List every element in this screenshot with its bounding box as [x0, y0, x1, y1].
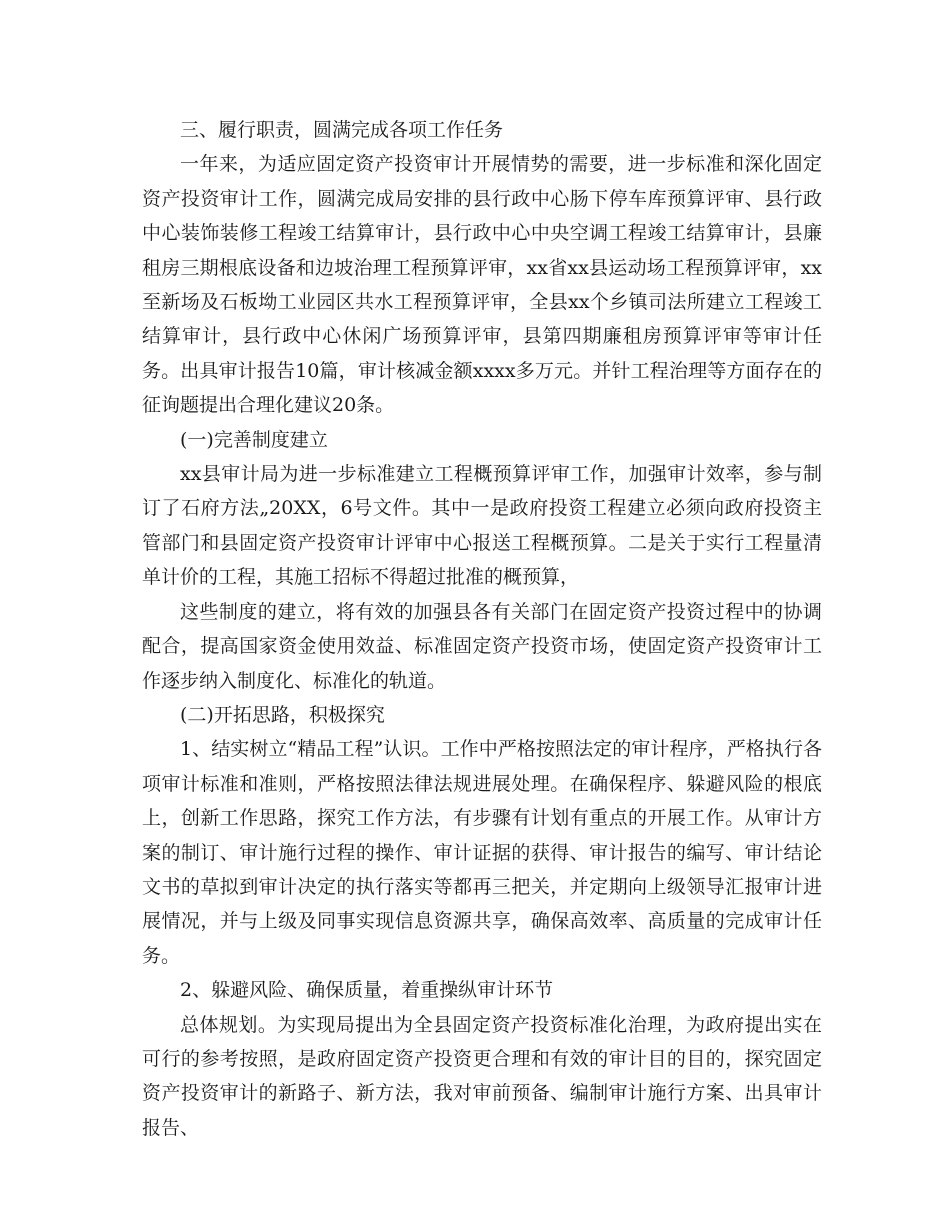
body-paragraph-annual-summary: 一年来，为适应固定资产投资审计开展情势的需要，进一步标准和深化固定资产投资审计工作，圆满完成局安排的县行政中心肠下停车库预算评审、县行政中心装饰装修工程竣工结算审计，县行政中心中央空调工程竣工结算审计，县廉租房三期根底设备和边坡治理工程预算评审，xx省xx县运动场工程预算评审，xx至新场及石板坳工业园区共水工程预算评审，全县xx个乡镇司法所建立工程竣工结算审计，县行政中心休闲广场预算评审，县第四期廉租房预算评审等审计任务。出具审计报告10篇，审计核减金额xxxx多万元。并针工程治理等方面存在的征询题提出合理化建议20条。 [142, 153, 822, 417]
body-paragraph-quality-awareness: 1、结实树立“精品工程”认识。工作中严格按照法定的审计程序，严格执行各项审计标准和准则，严格按照法律法规进展处理。在确保程序、躲避风险的根底上，创新工作思路，探究工作方法，有步骤有计划有重点的开展工作。从审计方案的制订、审计施行过程的操作、审计证据的获得、审计报告的编写、审计结论文书的草拟到审计决定的执行落实等都再三把关，并定期向上级领导汇报审计进展情况，并与上级及同事实现信息资源共享，确保高效率、高质量的完成审计任务。 [142, 738, 822, 967]
document-body [142, 113, 822, 1145]
body-paragraph-overall-planning: 总体规划。为实现局提出为全县固定资产投资标准化治理，为政府提出实在可行的参考按照，是政府固定资产投资更合理和有效的审计目的目的，探究固定资产投资审计的新路子、新方法，我对审前预备、编制审计施行方案、出具审计报告、 [142, 1013, 822, 1139]
subheading-explore-ideas: (二)开拓思路，积极探究 [180, 703, 385, 726]
body-paragraph-system-effects: 这些制度的建立，将有效的加强县各有关部门在固定资产投资过程中的协调配合，提高国家资金使用效益、标准固定资产投资市场，使固定资产投资审计工作逐步纳入制度化、标准化的轨道。 [142, 600, 822, 692]
list-item-risk-control: 2、躲避风险、确保质量，着重操纵审计环节 [180, 979, 554, 1002]
body-paragraph-system-rules: xx县审计局为进一步标准建立工程概预算评审工作，加强审计效率，参与制订了石府方法„20XX，6号文件。其中一是政府投资工程建立必须向政府投资主管部门和县固定资产投资审计评审中心报送工程概预算。二是关于实行工程量清单计价的工程，其施工招标不得超过批准的概预算， [142, 463, 822, 589]
section-heading-3: 三、履行职责，圆满完成各项工作任务 [180, 119, 504, 141]
subheading-system-building: (一)完善制度建立 [180, 428, 328, 451]
